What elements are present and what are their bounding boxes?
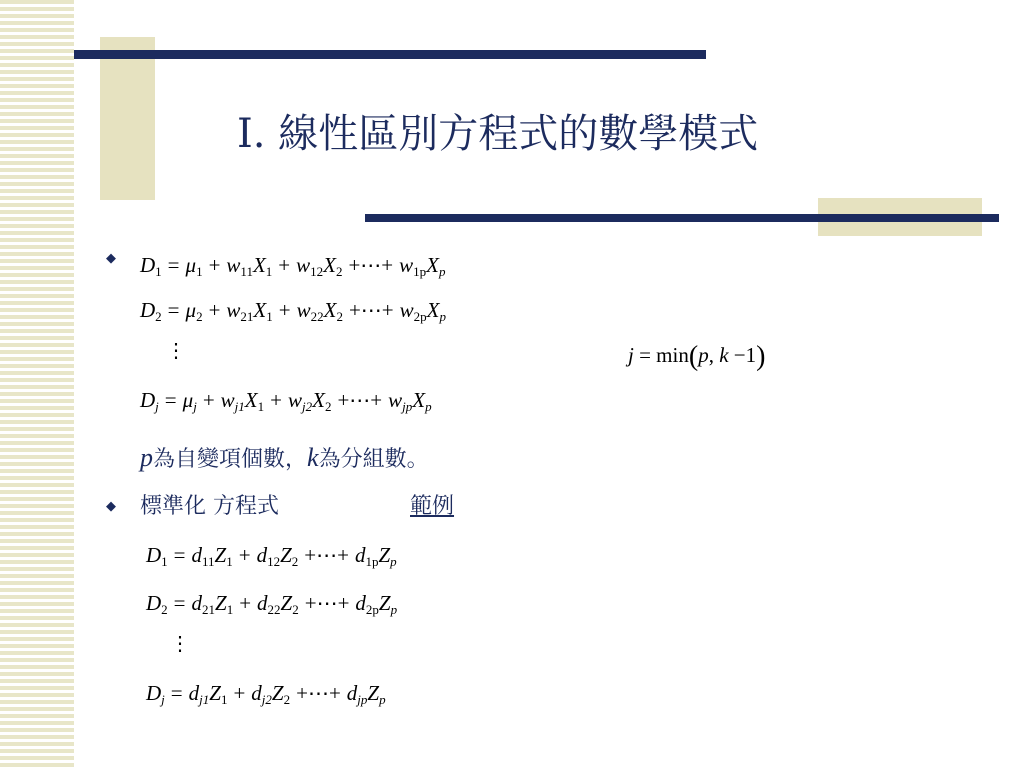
slide-title: I. 線性區別方程式的數學模式 <box>237 111 759 157</box>
title-accent-block <box>100 37 155 200</box>
bottom-rule <box>365 214 999 222</box>
std-equation-d1: $D_1 = d_{11}Z_1 + d_{12}Z_2$ +⋯+ $d_{1p}Z_p$ <box>146 543 397 569</box>
variables-note: p為自變項個數，k為分組數。 <box>140 443 429 472</box>
std-equation-d2: $D_2 = d_{21}Z_1 + d_{22}Z_2$ +⋯+ $d_{2p}Z_p$ <box>146 591 398 617</box>
equation-d2: $D_2 = \mu_2 + w_{21}X_1 + w_{22}X_2$ +⋯+ $w_{2p}X_p$ <box>140 298 446 324</box>
diamond-bullet-icon: ◆ <box>106 499 116 514</box>
j-definition: j = min(p, k −1) <box>628 341 766 372</box>
equation-d1: $D_1 = \mu_1 + w_{11}X_1 + w_{12}X_2$ +⋯+ $w_{1p}X_p$ <box>140 253 446 279</box>
diamond-bullet-icon: ◆ <box>106 251 116 266</box>
example-link[interactable]: 範例 <box>410 494 455 519</box>
top-rule <box>74 50 706 59</box>
left-stripe-decoration <box>0 0 74 768</box>
vdots-1: ⋮ <box>166 338 186 362</box>
std-equation-dj: $D_j = d_{j1}Z_1 + d_{j2}Z_2$ +⋯+ $d_{jp}Z_p$ <box>146 681 386 707</box>
vdots-2: ⋮ <box>170 631 190 655</box>
standardized-equation-label: 標準化 方程式 <box>140 494 279 519</box>
equation-dj: $D_j = \mu_j + w_{j1}X_1 + w_{j2}X_2$ +⋯+ $w_{jp}X_p$ <box>140 388 432 414</box>
